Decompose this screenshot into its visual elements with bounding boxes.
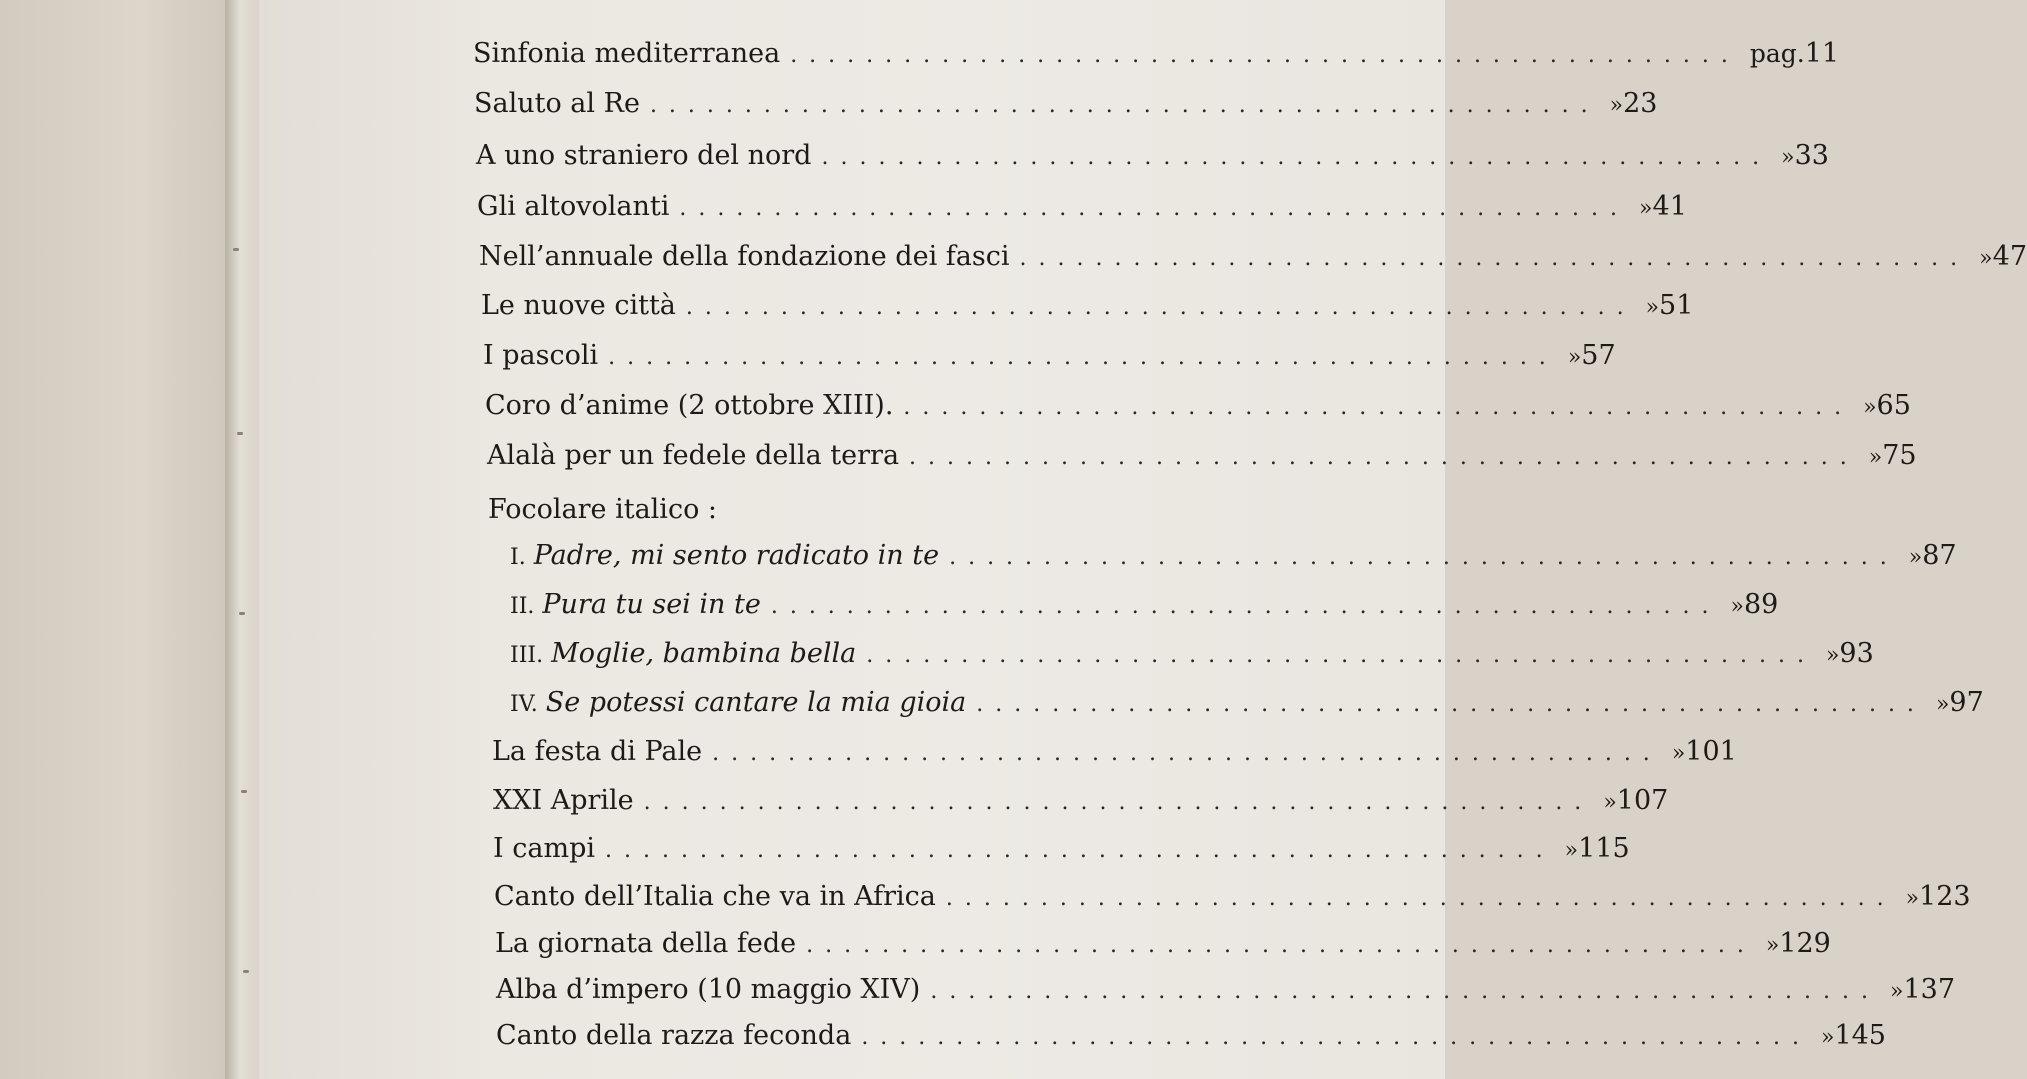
page-marker: » xyxy=(1979,246,1993,271)
entry-title: Le nuove città xyxy=(481,290,676,321)
page-marker: » xyxy=(1820,1025,1835,1050)
page-number: 123 xyxy=(1919,881,1971,912)
page-number: 11 xyxy=(1804,38,1840,69)
page-number: 145 xyxy=(1834,1020,1886,1051)
leader-dots: .................................................. xyxy=(821,145,1772,170)
page-marker: » xyxy=(1567,345,1582,370)
toc-entry xyxy=(494,881,1971,925)
page-marker: » xyxy=(1863,395,1877,420)
page-number: 129 xyxy=(1779,928,1831,959)
leader-dots: .................................................. xyxy=(903,395,1854,420)
page-marker: » xyxy=(1868,445,1883,470)
page-number: 51 xyxy=(1659,290,1694,321)
page-number: 115 xyxy=(1578,833,1630,864)
page-number: 137 xyxy=(1903,974,1956,1005)
entry-title: XXI Aprile xyxy=(493,785,634,816)
leader-dots: .................................................. xyxy=(685,295,1636,320)
toc-entry xyxy=(496,1020,1886,1064)
leader-dots: .................................................. xyxy=(649,93,1600,118)
toc-section-heading xyxy=(488,494,888,538)
page-marker: » xyxy=(1645,295,1660,320)
leader-dots: .................................................. xyxy=(861,1025,1811,1050)
leader-dots: .................................................. xyxy=(643,790,1594,815)
page-marker: » xyxy=(1564,838,1579,863)
page-number: 47 xyxy=(1992,241,2027,272)
toc-entry xyxy=(495,928,1831,972)
page-number: 93 xyxy=(1839,638,1874,669)
entry-title: Gli altovolanti xyxy=(477,191,670,222)
entry-title: Nell’annuale della fondazione dei fasci xyxy=(479,241,1010,272)
entry-title: Sinfonia mediterranea xyxy=(473,38,781,69)
page-number: 33 xyxy=(1794,140,1829,171)
toc-entry xyxy=(473,38,1840,82)
leader-dots: .................................................. xyxy=(949,545,1899,570)
page-number: 107 xyxy=(1616,785,1669,816)
toc-entry xyxy=(474,88,1658,132)
entry-title: Saluto al Re xyxy=(474,88,640,119)
leader-dots: .................................................. xyxy=(679,196,1630,221)
page-number: 75 xyxy=(1882,440,1917,471)
leader-dots: .................................................. xyxy=(976,692,1926,717)
page-number: 101 xyxy=(1685,736,1737,767)
page-number: 65 xyxy=(1876,390,1911,421)
toc-entry xyxy=(496,974,1956,1018)
entry-title: I pascoli xyxy=(483,340,599,371)
leader-dots: .................................................. xyxy=(866,643,1816,668)
page-number: 97 xyxy=(1949,687,1984,718)
leader-dots: .................................................. xyxy=(945,886,1896,911)
page-marker: » xyxy=(1603,790,1617,815)
leader-dots: .................................................. xyxy=(790,43,1740,68)
toc-entry xyxy=(485,390,1911,434)
entry-title: Padre, mi sento radicato in te xyxy=(533,540,940,571)
page-number: 23 xyxy=(1623,88,1658,119)
page-marker: » xyxy=(1905,886,1920,911)
entry-title: La giornata della fede xyxy=(495,928,797,959)
entry-title: Canto della razza feconda xyxy=(496,1020,852,1051)
toc-subentry xyxy=(510,638,1874,682)
roman-numeral: IV. xyxy=(510,692,538,717)
entry-title: Moglie, bambina bella xyxy=(551,638,857,669)
entry-title: Canto dell’Italia che va in Africa xyxy=(494,881,936,912)
entry-title: Coro d’anime (2 ottobre XIII). xyxy=(485,390,894,421)
page-number: 41 xyxy=(1652,191,1687,222)
toc-entry xyxy=(493,833,1630,877)
page-marker: » xyxy=(1609,93,1624,118)
toc-subentry xyxy=(510,540,1957,584)
leader-dots: .................................................. xyxy=(930,979,1881,1004)
toc-entry xyxy=(493,785,1669,829)
leader-dots: .................................................. xyxy=(608,345,1558,370)
toc-subentry xyxy=(510,687,1984,731)
entry-title: Focolare italico : xyxy=(488,494,717,525)
roman-numeral: III. xyxy=(510,643,544,668)
page-number: 57 xyxy=(1581,340,1616,371)
toc-entry xyxy=(492,736,1737,780)
toc-entry xyxy=(477,191,1687,235)
entry-title: Pura tu sei in te xyxy=(542,589,761,620)
entry-title: Se potessi cantare la mia gioia xyxy=(545,687,967,718)
page-number: 87 xyxy=(1922,540,1957,571)
entry-title: La festa di Pale xyxy=(492,736,703,767)
page-marker: pag. xyxy=(1749,39,1805,68)
page-marker: » xyxy=(1935,692,1950,717)
toc-subentry xyxy=(510,589,1779,633)
page-marker: » xyxy=(1908,545,1923,570)
toc-entry xyxy=(487,440,1917,484)
leader-dots: .................................................. xyxy=(770,594,1721,619)
entry-title: A uno straniero del nord xyxy=(476,140,812,171)
toc-entry xyxy=(483,340,1616,384)
leader-dots: .................................................. xyxy=(1019,246,1970,271)
toc-entry xyxy=(481,290,1694,334)
page-marker: » xyxy=(1730,594,1744,619)
toc-entry xyxy=(479,241,2027,285)
page-marker: » xyxy=(1825,643,1840,668)
entry-title: Alba d’impero (10 maggio XIV) xyxy=(496,974,921,1005)
roman-numeral: I. xyxy=(510,545,526,570)
leader-dots: .................................................. xyxy=(712,741,1662,766)
leader-dots: .................................................. xyxy=(806,933,1756,958)
entry-title: I campi xyxy=(493,833,595,864)
page-marker: » xyxy=(1671,741,1686,766)
page-marker: » xyxy=(1781,145,1795,170)
page-marker: » xyxy=(1639,196,1653,221)
roman-numeral: II. xyxy=(510,594,535,619)
entry-title: Alalà per un fedele della terra xyxy=(487,440,900,471)
page-number: 89 xyxy=(1743,589,1779,620)
leader-dots: .................................................. xyxy=(605,838,1555,863)
toc-entry xyxy=(476,140,1829,184)
page-marker: » xyxy=(1765,933,1780,958)
page-marker: » xyxy=(1890,979,1904,1004)
leader-dots: .................................................. xyxy=(909,445,1859,470)
